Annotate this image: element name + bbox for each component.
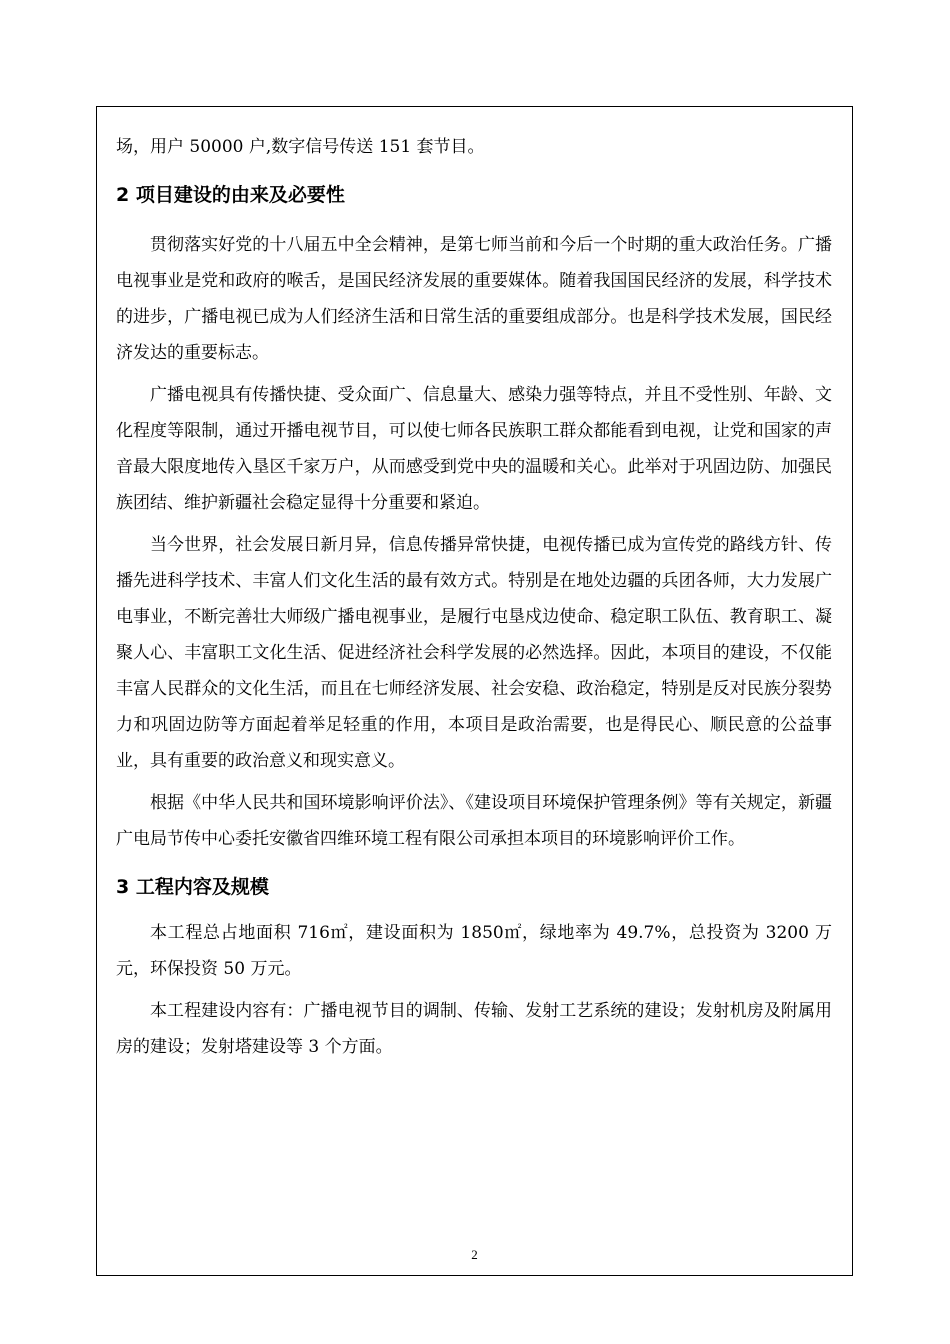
page-frame [96,106,853,1276]
page-number: 2 [471,1247,478,1262]
paragraph: 当今世界，社会发展日新月异，信息传播异常快捷，电视传播已成为宣传党的路线方针、传播先进科学技术、丰富人们文化生活的最有效方式。特别是在地处边疆的兵团各师，大力发展广电事业，不断完善壮大师级广播电视事业，是履行屯垦戍边使命、稳定职工队伍、教育职工、凝聚人心、丰富职工文化生活、促进经济社会科学发展的必然选择。因此，本项目的建设，不仅能丰富人民群众的文化生活，而且在七师经济发展、社会安稳、政治稳定，特别是反对民族分裂势力和巩固边防等方面起着举足轻重的作用，本项目是政治需要，也是得民心、顺民意的公益事业，具有重要的政治意义和现实意义。 [116,535,832,771]
section-heading: 3 工程内容及规模 [116,876,269,898]
paragraph: 广播电视具有传播快捷、受众面广、信息量大、感染力强等特点，并且不受性别、年龄、文化程度等限制，通过开播电视节目，可以使七师各民族职工群众都能看到电视，让党和国家的声音最大限度地传入垦区千家万户，从而感受到党中央的温暖和关心。此举对于巩固边防、加强民族团结、维护新疆社会稳定显得十分重要和紧迫。 [116,385,832,513]
continuation-line: 场，用户 50000 户,数字信号传送 151 套节目。 [116,137,485,157]
paragraph: 贯彻落实好党的十八届五中全会精神，是第七师当前和今后一个时期的重大政治任务。广播电视事业是党和政府的喉舌，是国民经济发展的重要媒体。随着我国国民经济的发展，科学技术的进步，广播电视已成为人们经济生活和日常生活的重要组成部分。也是科学技术发展，国民经济发达的重要标志。 [116,235,832,363]
paragraph: 本工程建设内容有：广播电视节目的调制、传输、发射工艺系统的建设；发射机房及附属用房的建设；发射塔建设等 3 个方面。 [116,1001,832,1057]
paragraph: 本工程总占地面积 716㎡，建设面积为 1850㎡，绿地率为 49.7%，总投资为 3200 万元，环保投资 50 万元。 [116,923,832,979]
paragraph: 根据《中华人民共和国环境影响评价法》、《建设项目环境保护管理条例》等有关规定，新疆广电局节传中心委托安徽省四维环境工程有限公司承担本项目的环境影响评价工作。 [116,793,832,849]
document-body [116,129,832,1065]
section-heading: 2 项目建设的由来及必要性 [116,184,345,206]
